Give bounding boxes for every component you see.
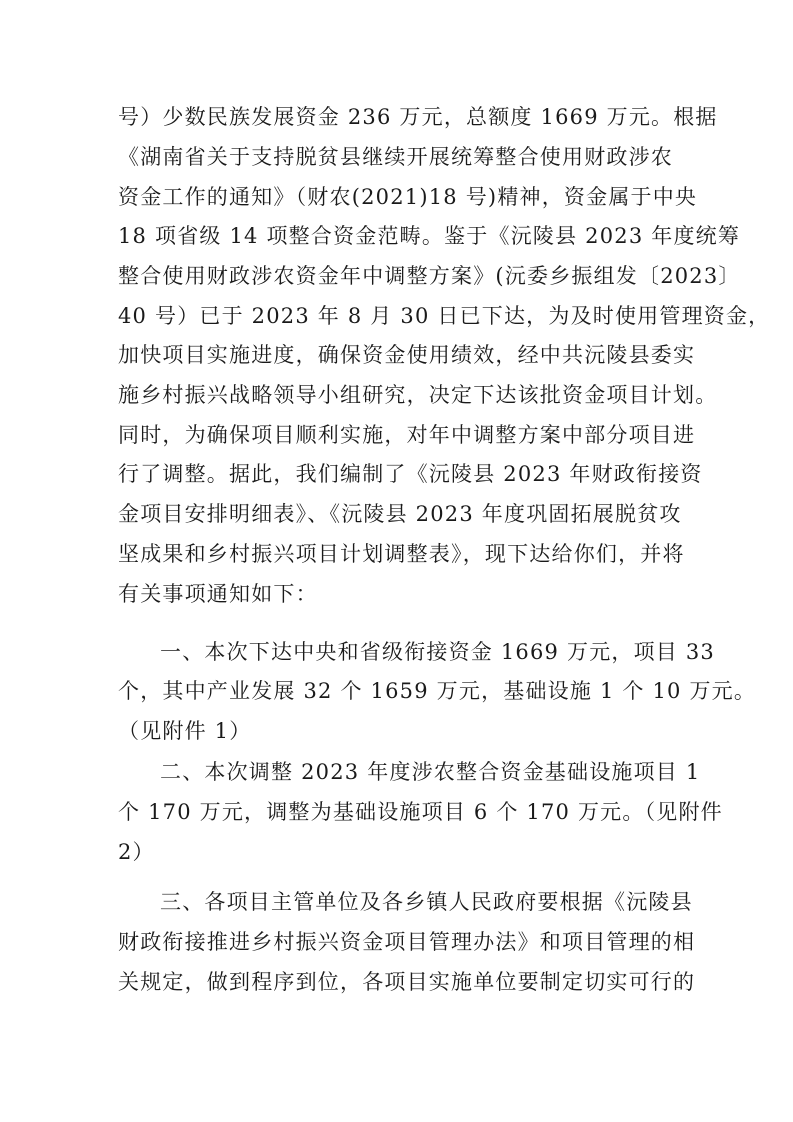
body-text-line: 施乡村振兴战略领导小组研究，决定下达该批资金项目计划。 bbox=[118, 383, 718, 407]
body-text-line: 18 项省级 14 项整合资金范畴。鉴于《沅陵县 2023 年度统筹 bbox=[118, 224, 741, 248]
body-text-line: 坚成果和乡村振兴项目计划调整表》，现下达给你们，并将 bbox=[118, 542, 685, 566]
item-three-line: 三、各项目主管单位及各乡镇人民政府要根据《沅陵县 bbox=[160, 890, 693, 914]
body-text-line: 有关事项通知如下： bbox=[118, 582, 318, 606]
body-text-line: 行了调整。据此，我们编制了《沅陵县 2023 年财政衔接资 bbox=[118, 462, 703, 486]
body-text-line: 资金工作的通知》（财农(2021)18 号)精神，资金属于中央 bbox=[118, 185, 698, 209]
body-text-line: 整合使用财政涉农资金年中调整方案》(沅委乡振组发〔2023〕 bbox=[118, 264, 741, 288]
body-text-line: 40 号）已于 2023 年 8 月 30 日已下达，为及时使用管理资金， bbox=[118, 304, 771, 328]
body-text-line: 个，其中产业发展 32 个 1659 万元，基础设施 1 个 10 万元。 bbox=[118, 679, 757, 703]
body-text-line: 个 170 万元，调整为基础设施项目 6 个 170 万元。（见附件 bbox=[118, 800, 723, 824]
body-text-line: 2） bbox=[118, 840, 155, 864]
body-text-line: 关规定，做到程序到位，各项目实施单位要制定切实可行的 bbox=[118, 970, 696, 994]
body-text-line: 财政衔接推进乡村振兴资金项目管理办法》和项目管理的相 bbox=[118, 930, 696, 954]
item-one-line: 一、本次下达中央和省级衔接资金 1669 万元，项目 33 bbox=[160, 640, 715, 664]
body-text-line: 《湖南省关于支持脱贫县继续开展统筹整合使用财政涉农 bbox=[118, 145, 673, 169]
body-text-line: 金项目安排明细表》、《沅陵县 2023 年度巩固拓展脱贫攻 bbox=[118, 502, 682, 526]
body-text-line: 加快项目实施进度，确保资金使用绩效，经中共沅陵县委实 bbox=[118, 343, 696, 367]
body-text-line: （见附件 1） bbox=[118, 719, 252, 743]
body-text-line: 号）少数民族发展资金 236 万元，总额度 1669 万元。根据 bbox=[118, 105, 718, 129]
item-two-line: 二、本次调整 2023 年度涉农整合资金基础设施项目 1 bbox=[160, 760, 701, 784]
body-text-line: 同时，为确保项目顺利实施，对年中调整方案中部分项目进 bbox=[118, 423, 696, 447]
